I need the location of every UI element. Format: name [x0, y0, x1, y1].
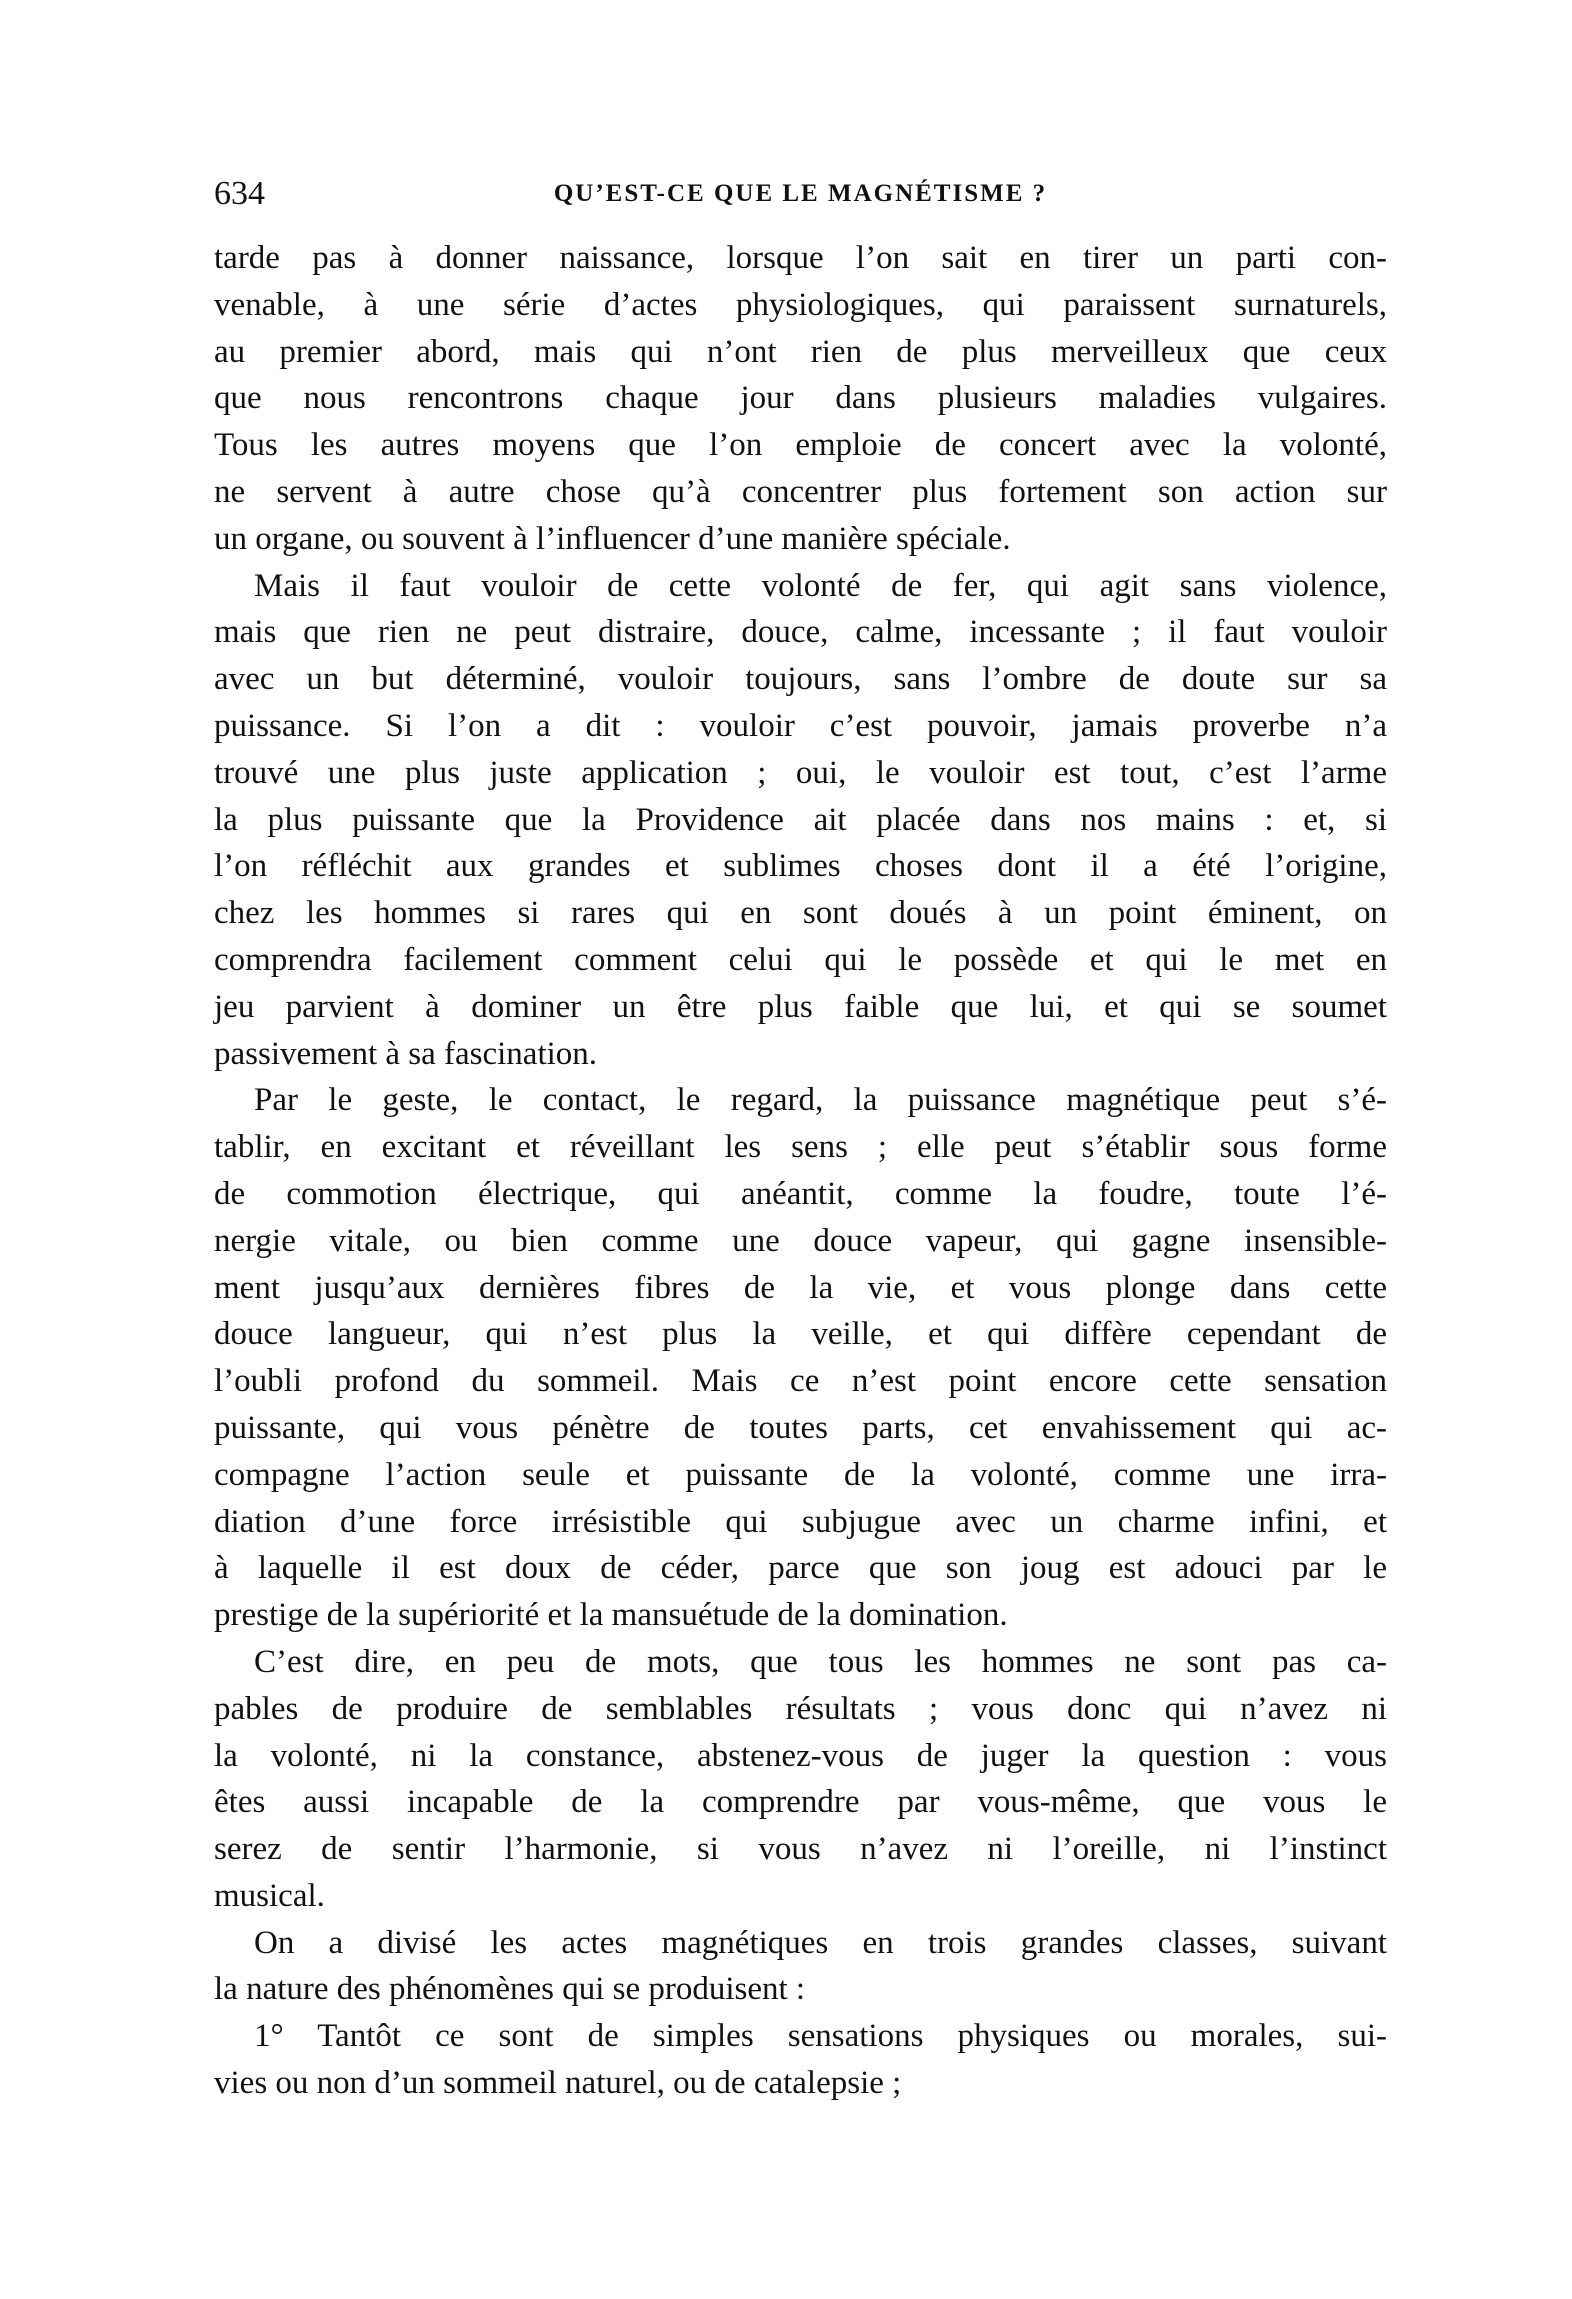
text-line: Par le geste, le contact, le regard, la puissance magnétique peut s’é-: [254, 1082, 1387, 1119]
text-line: On a divisé les actes magnétiques en trois grandes classes, suivant: [254, 1924, 1387, 1961]
text-line: de commotion électrique, qui anéantit, comme la foudre, toute l’é-: [214, 1175, 1387, 1212]
text-line: prestige de la supériorité et la mansuétude de la domination.: [214, 1597, 1008, 1634]
text-line: musical.: [214, 1877, 325, 1914]
text-line: la volonté, ni la constance, abstenez-vous de juger la question : vous: [214, 1737, 1387, 1774]
body-text: [214, 235, 1387, 2107]
text-line: la plus puissante que la Providence ait placée dans nos mains : et, si: [214, 801, 1387, 838]
text-line: trouvé une plus juste application ; oui, le vouloir est tout, c’est l’arme: [214, 754, 1387, 791]
text-line: êtes aussi incapable de la comprendre par vous-même, que vous le: [214, 1784, 1387, 1821]
text-line: Tous les autres moyens que l’on emploie de concert avec la volonté,: [214, 427, 1387, 464]
text-line: l’oubli profond du sommeil. Mais ce n’est point encore cette sensation: [214, 1363, 1387, 1400]
text-line: chez les hommes si rares qui en sont doués à un point éminent, on: [214, 895, 1387, 932]
text-line: que nous rencontrons chaque jour dans plusieurs maladies vulgaires.: [214, 380, 1387, 417]
text-line: diation d’une force irrésistible qui subjugue avec un charme infini, et: [214, 1503, 1387, 1540]
text-line: tarde pas à donner naissance, lorsque l’on sait en tirer un parti con-: [214, 240, 1387, 276]
text-line: venable, à une série d’actes physiologiques, qui paraissent surnaturels,: [214, 286, 1387, 323]
text-line: 1° Tantôt ce sont de simples sensations physiques ou morales, sui-: [254, 2018, 1387, 2055]
page-header: [214, 170, 1387, 218]
text-line: pables de produire de semblables résultats ; vous donc qui n’avez ni: [214, 1690, 1387, 1727]
running-title: QU’EST-CE QUE LE MAGNÉTISME ?: [553, 180, 1048, 207]
text-line: passivement à sa fascination.: [214, 1035, 598, 1072]
text-line: ment jusqu’aux dernières fibres de la vie, et vous plonge dans cette: [214, 1269, 1387, 1306]
text-line: Mais il faut vouloir de cette volonté de fer, qui agit sans violence,: [254, 567, 1387, 604]
text-line: ne servent à autre chose qu’à concentrer plus fortement son action sur: [214, 473, 1387, 510]
text-line: nergie vitale, ou bien comme une douce vapeur, qui gagne insensible-: [214, 1222, 1387, 1259]
text-line: au premier abord, mais qui n’ont rien de plus merveilleux que ceux: [214, 333, 1387, 370]
text-line: puissante, qui vous pénètre de toutes parts, cet envahissement qui ac-: [214, 1409, 1387, 1446]
text-line: tablir, en excitant et réveillant les sens ; elle peut s’établir sous forme: [214, 1129, 1387, 1166]
text-line: douce langueur, qui n’est plus la veille, et qui diffère cependant de: [214, 1316, 1387, 1353]
text-line: compagne l’action seule et puissante de la volonté, comme une irra-: [214, 1456, 1387, 1493]
text-line: serez de sentir l’harmonie, si vous n’avez ni l’oreille, ni l’instinct: [214, 1831, 1387, 1868]
text-line: vies ou non d’un sommeil naturel, ou de catalepsie ;: [214, 2065, 902, 2102]
text-line: la nature des phénomènes qui se produisent :: [214, 1971, 806, 2008]
text-line: l’on réfléchit aux grandes et sublimes choses dont il a été l’origine,: [214, 848, 1387, 885]
text-line: C’est dire, en peu de mots, que tous les hommes ne sont pas ca-: [254, 1643, 1387, 1680]
text-line: un organe, ou souvent à l’influencer d’une manière spéciale.: [214, 520, 1011, 557]
text-line: à laquelle il est doux de céder, parce que son joug est adouci par le: [214, 1550, 1387, 1587]
text-line: mais que rien ne peut distraire, douce, calme, incessante ; il faut vouloir: [214, 614, 1387, 651]
text-line: puissance. Si l’on a dit : vouloir c’est pouvoir, jamais proverbe n’a: [214, 707, 1387, 744]
text-line: avec un but déterminé, vouloir toujours, sans l’ombre de doute sur sa: [214, 661, 1387, 698]
page-number: 634: [214, 175, 265, 212]
text-line: jeu parvient à dominer un être plus faible que lui, et qui se soumet: [214, 988, 1387, 1025]
text-line: comprendra facilement comment celui qui le possède et qui le met en: [214, 941, 1387, 978]
